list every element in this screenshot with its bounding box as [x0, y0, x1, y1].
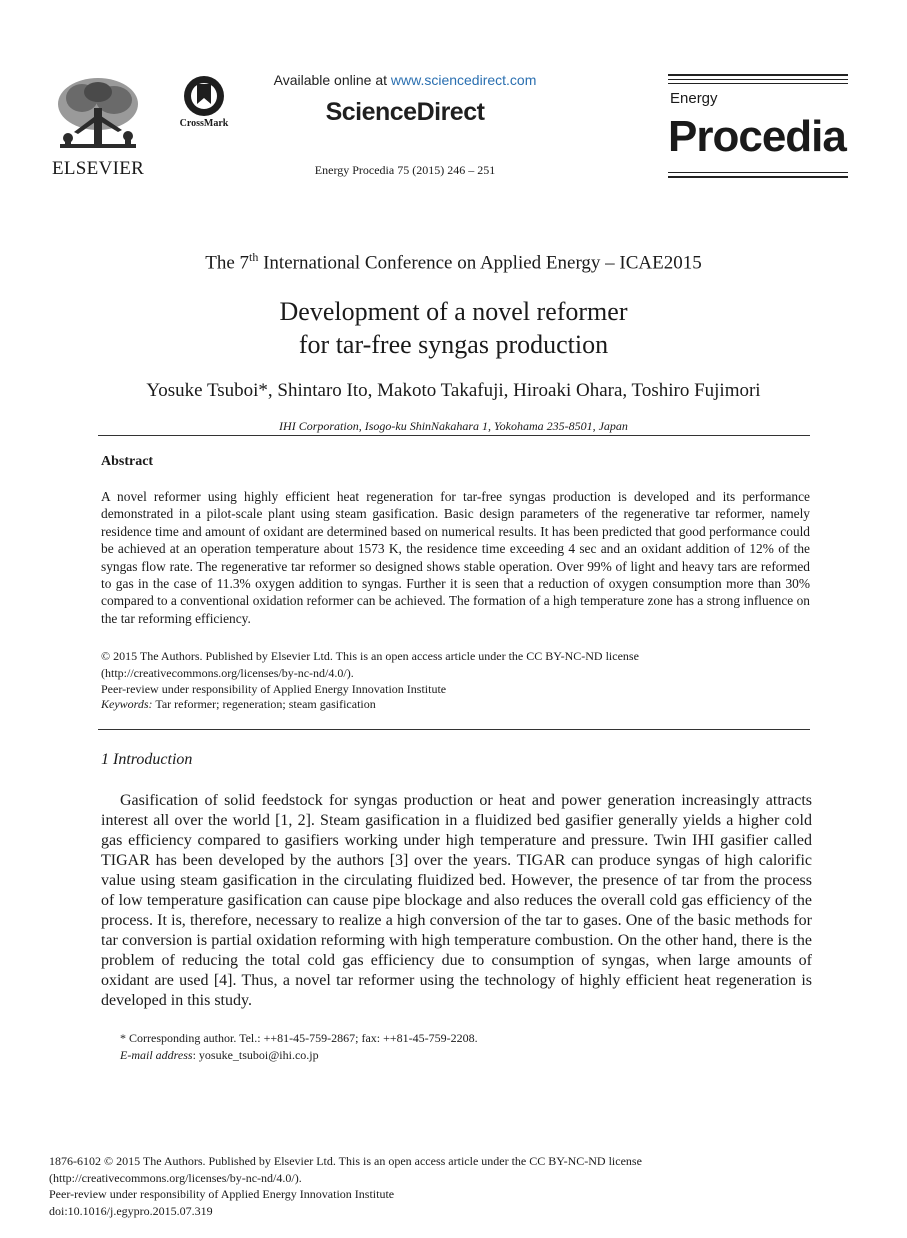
- title-line: for tar-free syngas production: [298, 330, 609, 359]
- conference-prefix: The 7: [205, 252, 250, 274]
- peer-review-line: Peer-review under responsibility of Applied Energy Innovation Institute: [101, 682, 447, 697]
- journal-large-title: Procedia: [668, 112, 846, 161]
- divider: [98, 729, 810, 730]
- affiliation: IHI Corporation, Isogo-ku ShinNakahara 1, Yokohama 235-8501, Japan: [279, 419, 628, 433]
- email-line: [120, 1047, 810, 1064]
- elsevier-logo: [52, 74, 144, 178]
- available-online: [240, 72, 570, 88]
- email-address[interactable]: : yosuke_tsuboi@ihi.co.jp: [192, 1047, 319, 1062]
- footer-copyright: 1876-6102 © 2015 The Authors. Published by Elsevier Ltd. This is an open access article under the CC BY-NC-ND license: [49, 1154, 642, 1168]
- introduction-paragraph: Gasification of solid feedstock for syngas production or heat and power generation increasingly attracts interest all over the world [1, 2]. Steam gasification in a fluidized bed gasifier generally yields a higher cold gas efficiency compared to gasifiers working under high temperature and pressure. Twin IHI gasifier called TIGAR has been developed by the authors [3] over the years. TIGAR can produce syngas of high calorific value using steam gasification in the circulating fluidized bed. However, the presence of tar from the process of low temperature gasification can cause pipe blockage and also reduces the overall cold gas efficiency of the process. It is, therefore, necessary to realize a high conversion of the tar to gases. One of the basic methods for tar conversion is partial oxidation reforming with high temperature combustion. On the other hand, there is the problem of reducing the total cold gas efficiency due to consumption of syngas, when large amounts of oxidant are used [4]. Thus, a novel tar reformer using the technology of highly efficient heat regeneration is developed in this study.: [101, 792, 812, 1009]
- conference-ordinal: th: [249, 250, 259, 264]
- journal-citation: Energy Procedia 75 (2015) 246 – 251: [314, 163, 496, 177]
- keywords-values: Tar reformer; regeneration; steam gasification: [152, 697, 376, 711]
- elsevier-tree-icon: [52, 74, 144, 156]
- email-label: E-mail address: [120, 1047, 193, 1062]
- sciencedirect-link[interactable]: www.sciencedirect.com: [390, 72, 537, 88]
- divider: [98, 435, 810, 436]
- conference-suffix: International Conference on Applied Energy – ICAE2015: [258, 252, 702, 274]
- footer-license-link[interactable]: (http://creativecommons.org/licenses/by-nc-nd/4.0/).: [49, 1170, 302, 1185]
- paper-title: [0, 295, 907, 361]
- crossmark-badge[interactable]: [176, 74, 232, 134]
- title-line: Development of a novel reformer: [279, 297, 628, 326]
- author-list: Yosuke Tsuboi*, Shintaro Ito, Makoto Takafuji, Hiroaki Ohara, Toshiro Fujimori: [146, 380, 761, 401]
- available-prefix: Available online at: [273, 72, 391, 88]
- crossmark-label: CrossMark: [179, 118, 229, 129]
- journal-small-title: Energy: [670, 90, 718, 107]
- logo-rule: [668, 83, 848, 84]
- abstract-body: A novel reformer using highly efficient heat regeneration for tar-free syngas production is developed and its performance demonstrated in a pilot-scale plant using steam gasification. Basic design parameters of the regenerative tar reformer, namely residence time and amount of oxidant are determined based on numerical results. It has been predicted that good performance could be achieved at an operation temperature about 1573 K, the residence time exceeding 4 sec and an oxidant addition of 12% of the syngas flow rate. The regenerative tar reformer so designed shows stable operation. Over 99% of light and heavy tars are reformed to gas in the case of 11.3% oxygen addition to syngas. Further it is seen that a reduction of oxygen consumption more than 30% compared to a conventional oxidation reformer can be achieved. The formation of a high temperature zone has a strong influence on the tar reforming efficiency.: [101, 489, 810, 626]
- logo-rule: [668, 176, 848, 178]
- section-heading-introduction: 1 Introduction: [101, 751, 193, 768]
- corresponding-author: * Corresponding author. Tel.: ++81-45-759-2867; fax: ++81-45-759-2208.: [120, 1031, 478, 1045]
- license-link[interactable]: (http://creativecommons.org/licenses/by-nc-nd/4.0/).: [101, 665, 354, 680]
- keywords-label: Keywords:: [101, 697, 153, 711]
- elsevier-wordmark: ELSEVIER: [52, 158, 145, 179]
- crossmark-icon: [176, 74, 232, 118]
- energy-procedia-logo: [668, 74, 848, 178]
- copyright-line: © 2015 The Authors. Published by Elsevier Ltd. This is an open access article under the CC BY-NC-ND license: [101, 649, 639, 663]
- conference-name: [0, 250, 907, 274]
- footer-doi[interactable]: doi:10.1016/j.egypro.2015.07.319: [49, 1204, 213, 1219]
- page-footer: [49, 1153, 809, 1220]
- sciencedirect-logo: ScienceDirect: [325, 98, 485, 126]
- keywords-line: [101, 697, 810, 712]
- logo-rule: [668, 79, 848, 80]
- logo-rule: [668, 74, 848, 76]
- footer-peer-review: Peer-review under responsibility of Applied Energy Innovation Institute: [49, 1187, 395, 1202]
- abstract-heading: Abstract: [101, 454, 154, 469]
- license-block: [101, 648, 810, 698]
- corresponding-footnote: [120, 1030, 810, 1063]
- logo-rule: [668, 172, 848, 173]
